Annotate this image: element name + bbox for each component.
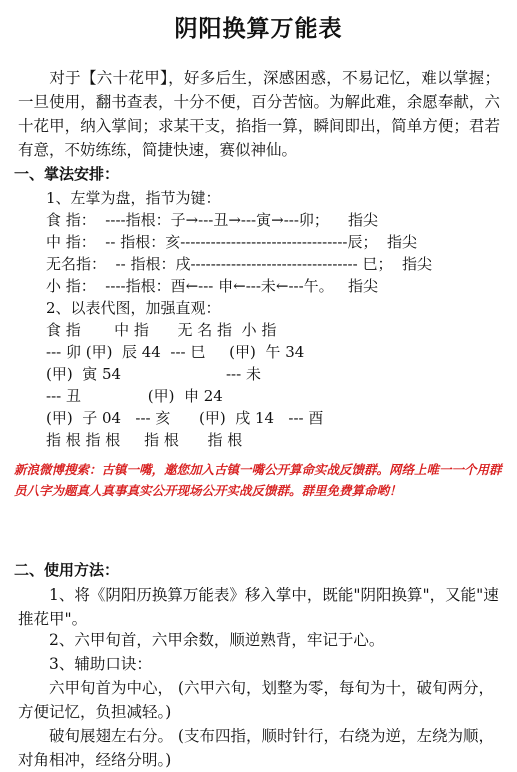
palm-line: 小 指： ----指根：酉←--- 申←---未←---午。 指尖 <box>46 277 378 295</box>
rhyme-1-text: 六甲旬首为中心， (六甲六旬，划整为零，每旬为十，破旬两分，方便记忆，负担减轻。) <box>18 679 494 721</box>
palm-line: 中 指： -- 指根：亥---------------------------------辰； 指尖 <box>46 233 418 251</box>
method-item-1-text: 1、将《阴阳历换算万能表》移入掌中，既能"阴阳换算"，又能"速推花甲"。 <box>18 586 499 628</box>
method-item-1 <box>18 583 500 631</box>
palm-line: 无名指： -- 指根：戌--------------------------------- 巳； 指尖 <box>46 255 433 273</box>
rhyme-1 <box>18 676 500 724</box>
rhyme-2 <box>18 724 500 772</box>
rhyme-2-text: 破旬展翅左右分。 (支布四指，顺时针行，右绕为逆，左绕为顺，对角相冲，经络分明。) <box>18 727 494 769</box>
promo-notice: 新浪微博搜索：古镇一嘴，邀您加入古镇一嘴公开算命实战反馈群。网络上唯一一个用群员八字为题真人真事真实公开现场公开实战反馈群。群里免费算命哟！ <box>14 462 502 498</box>
table-line: 指 根 指 根 指 根 指 根 <box>46 431 243 449</box>
table-line: (甲) 子 04 --- 亥 (甲) 戌 14 --- 酉 <box>46 409 324 427</box>
method-item-3-text: 3、辅助口诀： <box>49 655 152 673</box>
section1-heading: 一、掌法安排： <box>14 165 120 183</box>
method-item-2-text: 2、六甲旬首，六甲余数，顺逆熟背，牢记于心。 <box>49 631 385 649</box>
palm-line: 食 指： ----指根：子→---丑→---寅→---卯； 指尖 <box>46 211 378 229</box>
method-item-3 <box>18 652 500 676</box>
intro-paragraph <box>18 66 500 162</box>
table-line: 食 指 中 指 无 名 指 小 指 <box>46 321 277 339</box>
table-line: (甲) 寅 54 --- 未 <box>46 365 261 383</box>
method-item-2 <box>18 628 500 652</box>
page-title: 阴阳换算万能表 <box>174 16 343 42</box>
palm-line: 2、以表代图，加强直观： <box>46 299 221 317</box>
section2-heading: 二、使用方法： <box>14 561 120 579</box>
intro-text: 对于【六十花甲】，好多后生，深感困惑，不易记忆，难以掌握；一旦使用，翻书查表，十分不便，百分苦恼。为解此难，余愿奉献，六十花甲，纳入掌间；求某干支，掐指一算，瞬间即出，简单方便；君若有意，不妨练练，简捷快速，赛似神仙。 <box>18 69 500 159</box>
table-line: --- 卯 (甲) 辰 44 --- 巳 (甲) 午 34 <box>46 343 305 361</box>
table-line: --- 丑 (甲) 申 24 <box>46 387 223 405</box>
palm-line: 1、左掌为盘，指节为键： <box>46 189 221 207</box>
